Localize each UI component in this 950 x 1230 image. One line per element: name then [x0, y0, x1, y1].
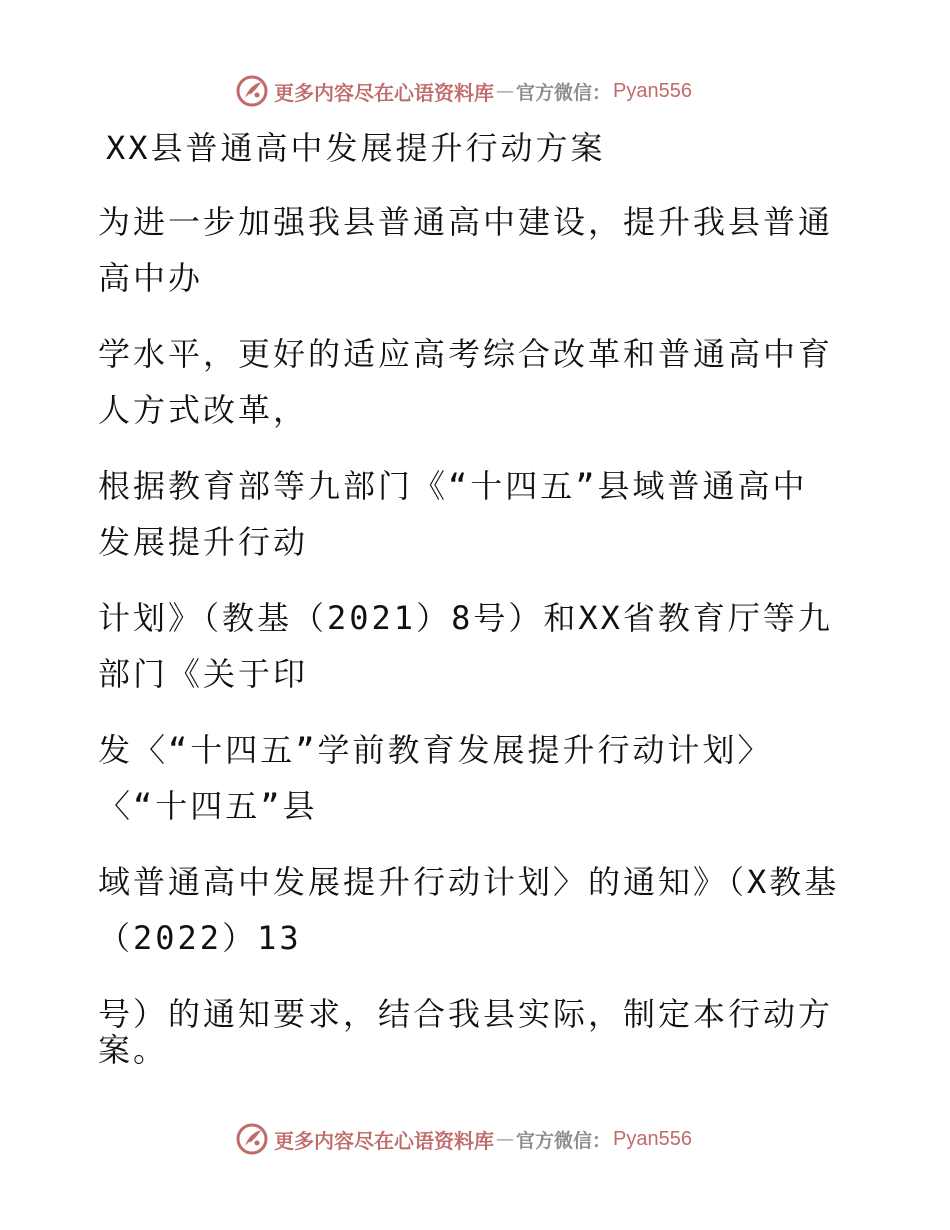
paragraph-line: 发〈“十四五”学前教育发展提升行动计划〉 [98, 731, 773, 769]
paragraph-line: 〈“十四五”县 [98, 787, 318, 825]
paragraph-line: 域普通高中发展提升行动计划〉的通知》（X教基 [98, 863, 840, 901]
watermark-wechat-id: Pyan556 [613, 1127, 692, 1150]
watermark-title: 更多内容尽在心语资料库 [274, 80, 494, 105]
paragraph-line: 根据教育部等九部门《“十四五”县域普通高中 [98, 467, 808, 505]
paragraph-line: 计划》（教基（2021）8号）和XX省教育厅等九 [98, 599, 833, 637]
paragraph-line: （2022）13 [98, 919, 302, 957]
watermark-banner-bottom [236, 1122, 692, 1156]
watermark-dash: — [496, 80, 514, 102]
paragraph-line: 高中办 [98, 259, 204, 297]
watermark-dash: — [496, 1128, 514, 1150]
paragraph-line: 号）的通知要求，结合我县实际，制定本行动方 [98, 995, 834, 1033]
paragraph-line: 为进一步加强我县普通高中建设，提升我县普通 [98, 203, 834, 241]
watermark-banner-top [236, 74, 692, 108]
watermark-title: 更多内容尽在心语资料库 [274, 1128, 494, 1153]
document-title: XX县普通高中发展提升行动方案 [106, 129, 606, 167]
paragraph-line: 发展提升行动 [98, 523, 309, 561]
watermark-wechat-label: 官方微信： [516, 1129, 612, 1152]
watermark-wechat-id: Pyan556 [613, 79, 692, 102]
paragraph-line: 人方式改革， [98, 391, 309, 429]
paragraph-line: 案。 [98, 1031, 169, 1069]
watermark-wechat-label: 官方微信： [516, 81, 612, 104]
paragraph-line: 部门《关于印 [98, 655, 309, 693]
feather-pen-logo-icon [236, 1123, 268, 1155]
paragraph-line: 学水平，更好的适应高考综合改革和普通高中育 [98, 335, 834, 373]
feather-pen-logo-icon [236, 75, 268, 107]
